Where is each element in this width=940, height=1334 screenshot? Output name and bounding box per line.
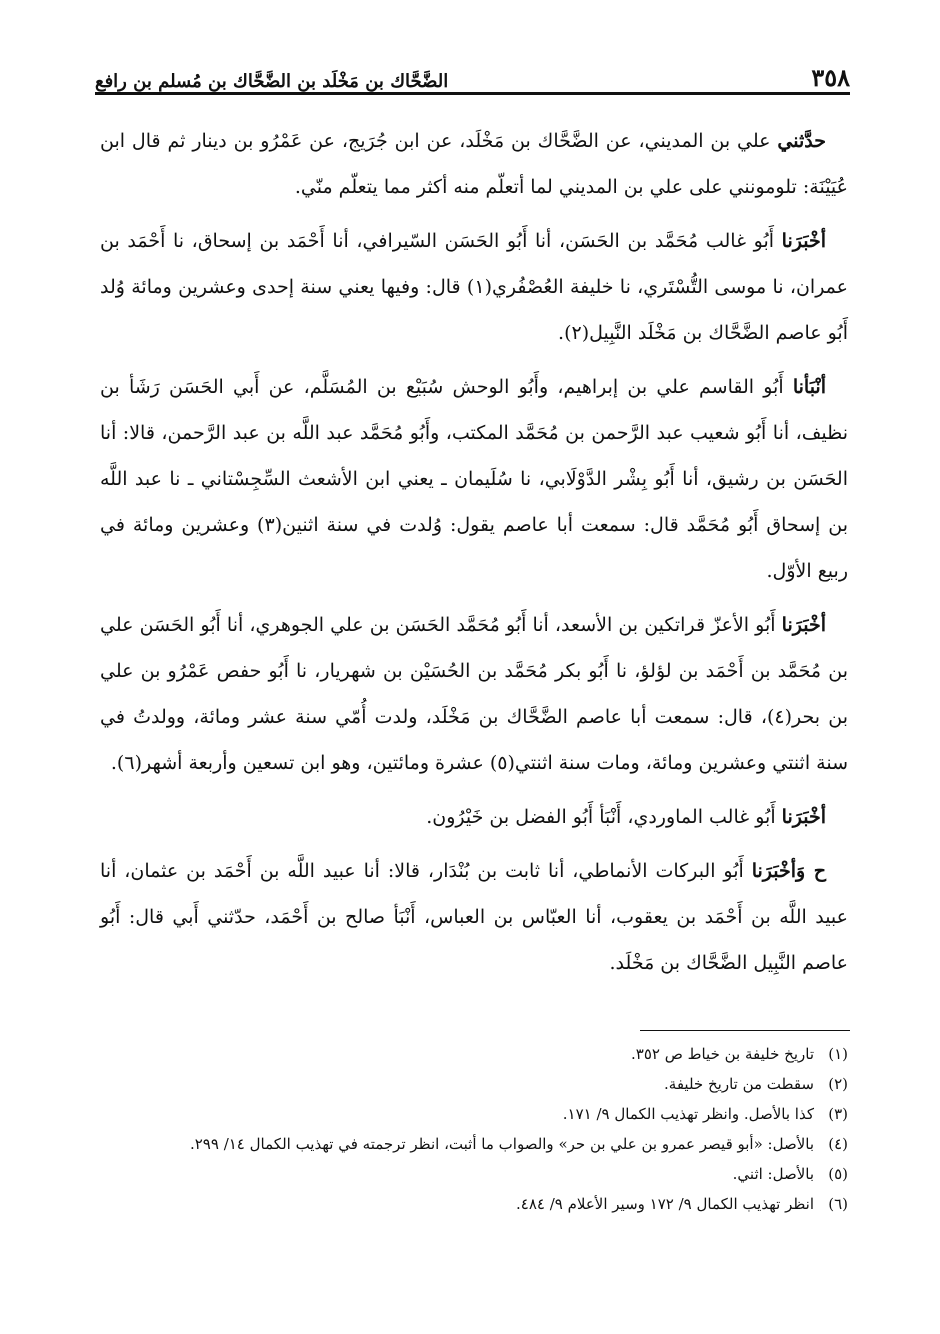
paragraph — [100, 218, 848, 356]
footnote-number: (٢) — [828, 1075, 848, 1093]
paragraph — [100, 118, 848, 210]
paragraph-text: أَبُو البركات الأنماطي، أنا ثابت بن بُنْدَار، قالا: أنا عبيد اللَّه بن أَحْمَد بن عثمان، أنا عبيد اللَّه بن أَحْمَد بن يعقوب، أنا العبّاس بن العباس، أَنْبَأ صالح بن أَحْمَد، حدّثني أَبي قال: أَبُو عاصم النَّبِيل الضَّحَّاك بن مَخْلَد. — [100, 860, 848, 974]
footnotes — [100, 1040, 848, 1220]
isnad-lead: أخْبَرَنا — [781, 230, 826, 252]
paragraph-text: أَبُو الأعزّ قراتكين بن الأسعد، أنا أَبُو مُحَمَّد الحَسَن بن علي الجوهري، أنا أَبُو الحَسَن علي بن مُحَمَّد بن أَحْمَد بن لؤلؤ، نا أَبُو بكر مُحَمَّد بن الحُسَيْن بن شهريار، نا أَبُو حفص عَمْرُو بن علي بن بحر(٤)، قال: سمعت أبا عاصم الضَّحَّاك بن مَخْلَد، ولدت أُمّي سنة عشر ومائة، وولدتُ في سنة اثنتي وعشرين ومائة، ومات سنة اثنتي(٥) عشرة ومائتين، وهو ابن تسعين وأربعة أشهر(٦). — [100, 614, 848, 774]
paragraph-text: أَبُو غالب مُحَمَّد بن الحَسَن، أنا أَبُو الحَسَن السّيرافي، أنا أَحْمَد بن إسحاق، نا أَحْمَد بن عمران، نا موسى التُّسْتَري، نا خليفة العُصْفُري(١) قال: وفيها يعني سنة إحدى وعشرين ومائة وُلد أَبُو عاصم الضَّحَّاك بن مَخْلَد النَّبِيل(٢). — [100, 230, 849, 344]
footnote — [100, 1100, 848, 1128]
footnote — [100, 1040, 848, 1068]
isnad-lead: ح وَأخْبَرَنا — [751, 860, 826, 882]
footnote-number: (٥) — [828, 1165, 848, 1183]
running-head — [95, 58, 850, 92]
footnote-text: بالأصل: «أبو قيصر عمرو بن علي بن حر» والصواب ما أثبت، انظر ترجمته في تهذيب الكمال ١٤/ ٢٩٩. — [189, 1135, 814, 1153]
footnote-number: (١) — [828, 1045, 848, 1063]
paragraph — [100, 364, 848, 594]
footnote — [100, 1070, 848, 1098]
running-title: الضَّحَّاك بن مَخْلَد بن الضَّحَّاك بن مُسلم بن رافع — [95, 71, 449, 92]
footnote-text: انظر تهذيب الكمال ٩/ ١٧٢ وسير الأعلام ٩/ ٤٨٤. — [515, 1195, 814, 1213]
paragraph — [100, 602, 848, 786]
footnote-number: (٦) — [828, 1195, 848, 1213]
footnote-number: (٣) — [828, 1105, 848, 1123]
isnad-lead: أنْبَأنا — [792, 376, 826, 398]
paragraph-text: أَبُو القاسم علي بن إبراهيم، وأَبُو الوحش سُبَيْع بن المُسَلَّم، عن أَبي الحَسَن رَشَأ بن نظيف، أنا أَبُو شعيب عبد الرَّحمن بن مُحَمَّد المكتب، وأَبُو مُحَمَّد عبد اللَّه بن عبد الرَّحمن، قالا: أنا الحَسَن بن رشيق، أنا أَبُو بِشْر الدَّوْلَابي، نا سُلَيمان ـ يعني ابن الأشعث السِّجِسْتاني ـ نا عبد اللَّه بن إسحاق أَبُو مُحَمَّد قال: سمعت أبا عاصم يقول: وُلدت في سنة اثنين(٣) وعشرين ومائة في ربيع الأوّل. — [100, 376, 849, 582]
footnote-separator — [640, 1030, 850, 1031]
paragraph — [100, 848, 848, 986]
footnote-number: (٤) — [828, 1135, 848, 1153]
main-text — [100, 118, 848, 994]
paragraph-text: أَبُو غالب الماوردي، أَنْبَأ أَبُو الفضل بن خَيْرُون. — [426, 806, 782, 828]
paragraph-text: علي بن المديني، عن الضَّحَّاك بن مَخْلَد، عن ابن جُرَيج، عن عَمْرُو بن دينار ثم قال ابن عُيَيْنَة: تلومونني على علي بن المديني لما أتعلّم منه أكثر مما يتعلّم منّي. — [100, 130, 848, 198]
header-rule — [95, 92, 850, 95]
footnote — [100, 1130, 848, 1158]
isnad-lead: أخْبَرَنا — [781, 806, 826, 828]
footnote-text: كذا بالأصل. وانظر تهذيب الكمال ٩/ ١٧١. — [562, 1105, 814, 1123]
footnote — [100, 1190, 848, 1218]
footnote-text: تاريخ خليفة بن خياط ص ٣٥٢. — [630, 1045, 814, 1063]
footnote-text: سقطت من تاريخ خليفة. — [664, 1075, 814, 1093]
paragraph — [100, 794, 848, 840]
page-number: ٣٥٨ — [811, 63, 850, 92]
isnad-lead: حدَّثني — [777, 130, 826, 152]
footnote — [100, 1160, 848, 1188]
footnote-text: بالأصل: اثني. — [732, 1165, 814, 1183]
isnad-lead: أخْبَرَنا — [781, 614, 826, 636]
